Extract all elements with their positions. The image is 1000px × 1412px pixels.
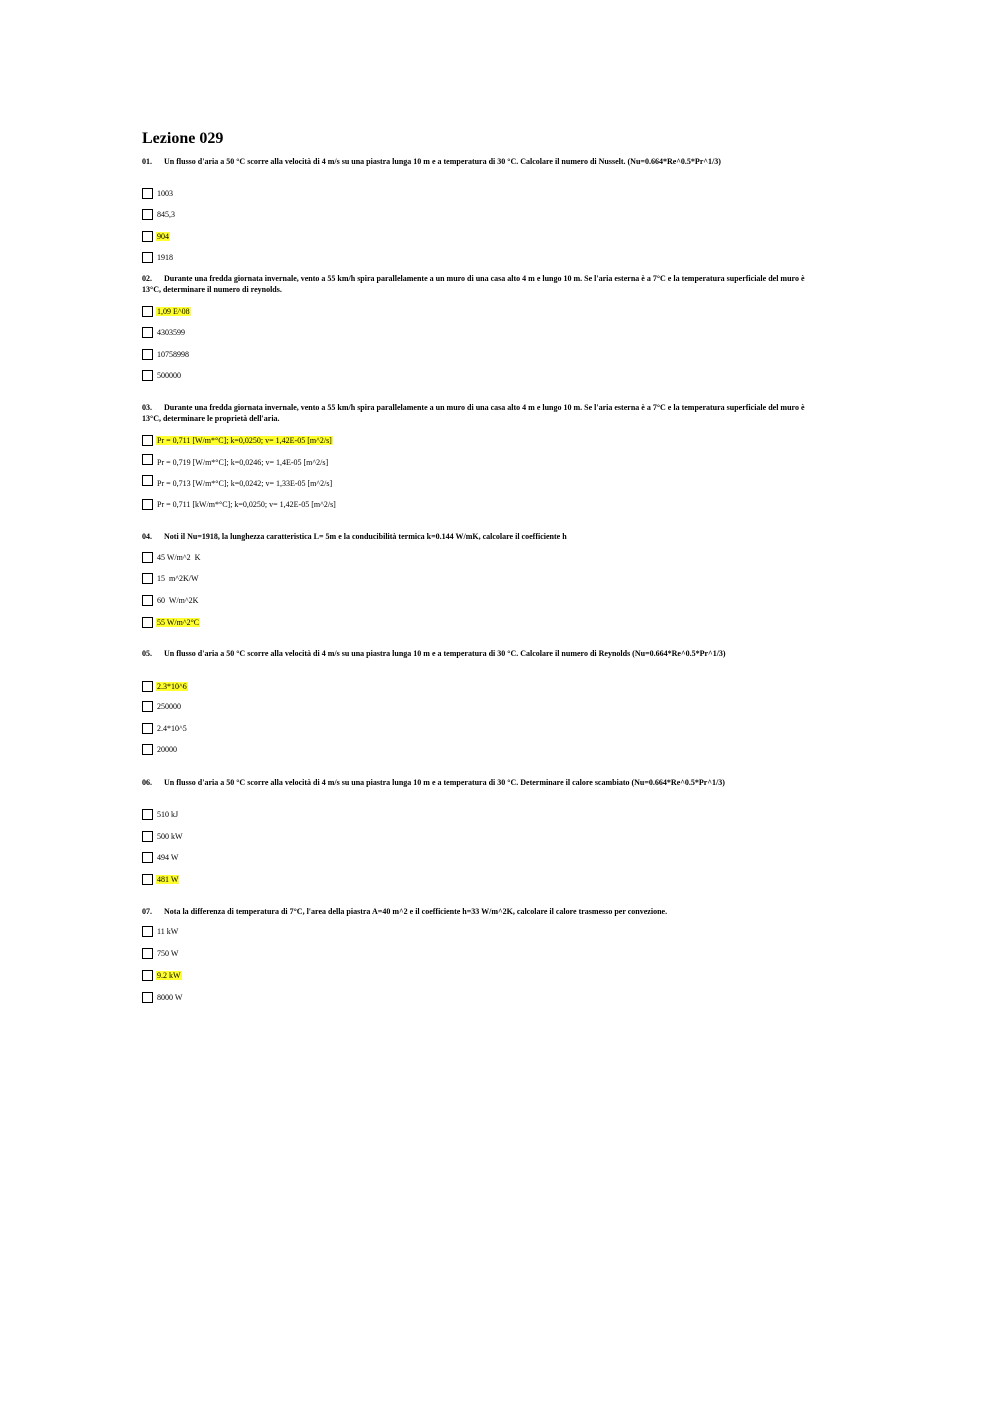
checkbox-icon[interactable] (142, 252, 153, 263)
question-number: 07. (142, 907, 152, 916)
answer-label: 15 m^2K/W (157, 573, 199, 583)
checkbox-icon[interactable] (142, 475, 153, 486)
question-text: Durante una fredda giornata invernale, vento a 55 km/h spira parallelamente a un muro di una casa alto 4 m e lungo 10 m. Se l'aria esterna è a 7°C e la temperatura superficiale del muro è 13°C, determinare le proprietà dell'aria. (142, 403, 805, 423)
answer-label: 8000 W (157, 992, 183, 1002)
checkbox-icon[interactable] (142, 723, 153, 734)
checkbox-icon[interactable] (142, 306, 153, 317)
answer-label: Pr = 0,719 [W/m*°C]; k=0,0246; v= 1,4E-05 [m^2/s] (157, 457, 329, 467)
answer-option-5-1[interactable] (142, 679, 188, 693)
question-number: 05. (142, 649, 152, 658)
answer-label: 60 W/m^2K (157, 595, 199, 605)
answer-option-4-1[interactable] (142, 550, 201, 564)
question-4 (142, 531, 807, 542)
answer-option-5-3[interactable] (142, 721, 188, 735)
answer-option-1-4[interactable] (142, 250, 174, 264)
question-5 (142, 648, 807, 659)
question-7 (142, 906, 807, 917)
answer-label: 250000 (157, 701, 181, 711)
question-text: Un flusso d'aria a 50 °C scorre alla velocità di 4 m/s su una piastra lunga 10 m e a temperatura di 30 °C. Calcolare il numero di Nusselt. (Nu=0.664*Re^0.5*Pr^1/3) (164, 157, 721, 166)
checkbox-icon[interactable] (142, 370, 153, 381)
lesson-title: Lezione 029 (142, 130, 224, 147)
question-text: Noti il Nu=1918, la lunghezza caratteristica L= 5m e la conducibilità termica k=0.144 W/mK, calcolare il coefficiente h (164, 532, 567, 541)
answer-label: 4303599 (157, 327, 185, 337)
answer-option-4-3[interactable] (142, 593, 199, 607)
answer-label: Pr = 0,713 [W/m*°C]; k=0,0242; v= 1,33E-05 [m^2/s] (157, 478, 333, 488)
answer-option-5-4[interactable] (142, 742, 178, 756)
correct-answer-label: 481 W (157, 874, 179, 884)
checkbox-icon[interactable] (142, 349, 153, 360)
answer-label: 45 W/m^2 K (157, 552, 201, 562)
correct-answer-label: 904 (157, 231, 169, 241)
checkbox-icon[interactable] (142, 454, 153, 465)
answer-option-7-4[interactable] (142, 990, 183, 1004)
checkbox-icon[interactable] (142, 499, 153, 510)
checkbox-icon[interactable] (142, 852, 153, 863)
checkbox-icon[interactable] (142, 231, 153, 242)
checkbox-icon[interactable] (142, 435, 153, 446)
checkbox-icon[interactable] (142, 809, 153, 820)
checkbox-icon[interactable] (142, 831, 153, 842)
answer-label: 1918 (157, 252, 173, 262)
checkbox-icon[interactable] (142, 948, 153, 959)
correct-answer-label: 9.2 kW (157, 970, 181, 980)
checkbox-icon[interactable] (142, 701, 153, 712)
checkbox-icon[interactable] (142, 552, 153, 563)
answer-option-6-1[interactable] (142, 807, 179, 821)
answer-label: Pr = 0,711 [kW/m*°C]; k=0,0250; v= 1,42E-05 [m^2/s] (157, 499, 336, 509)
checkbox-icon[interactable] (142, 744, 153, 755)
answer-option-1-1[interactable] (142, 186, 174, 200)
answer-option-7-3[interactable] (142, 968, 182, 982)
question-text: Durante una fredda giornata invernale, vento a 55 km/h spira parallelamente a un muro di una casa alto 4 m e lungo 10 m. Se l'aria esterna è a 7°C e la temperatura superficiale del muro è 13°C, determinare il numero di reynolds. (142, 274, 805, 294)
answer-option-3-2[interactable] (142, 455, 329, 469)
answer-option-2-1[interactable] (142, 304, 191, 318)
checkbox-icon[interactable] (142, 970, 153, 981)
checkbox-icon[interactable] (142, 209, 153, 220)
question-6 (142, 777, 807, 788)
answer-option-4-2[interactable] (142, 571, 200, 585)
answer-label: 10758998 (157, 349, 189, 359)
answer-option-6-3[interactable] (142, 850, 179, 864)
answer-label: 500000 (157, 370, 181, 380)
correct-answer-label: 55 W/m^2°C (157, 617, 200, 627)
answer-option-7-2[interactable] (142, 946, 179, 960)
answer-label: 494 W (157, 852, 179, 862)
answer-label: 2.4*10^5 (157, 723, 187, 733)
answer-option-5-2[interactable] (142, 699, 182, 713)
question-number: 04. (142, 532, 152, 541)
correct-answer-label: 2.3*10^6 (157, 681, 187, 691)
question-number: 03. (142, 403, 152, 412)
checkbox-icon[interactable] (142, 681, 153, 692)
question-text: Un flusso d'aria a 50 °C scorre alla velocità di 4 m/s su una piastra lunga 10 m e a temperatura di 30 °C. Calcolare il numero di Reynolds (Nu=0.664*Re^0.5*Pr^1/3) (164, 649, 726, 658)
question-text: Un flusso d'aria a 50 °C scorre alla velocità di 4 m/s su una piastra lunga 10 m e a temperatura di 30 °C. Determinare il calore scambiato (Nu=0.664*Re^0.5*Pr^1/3) (164, 778, 725, 787)
checkbox-icon[interactable] (142, 992, 153, 1003)
question-text: Nota la differenza di temperatura di 7°C, l'area della piastra A=40 m^2 e il coefficiente h=33 W/m^2K, calcolare il calore trasmesso per convezione. (164, 907, 668, 916)
question-number: 02. (142, 274, 152, 283)
question-number: 01. (142, 157, 152, 166)
question-number: 06. (142, 778, 152, 787)
answer-option-3-4[interactable] (142, 497, 337, 511)
question-2 (142, 273, 807, 295)
answer-label: 510 kJ (157, 809, 179, 819)
answer-option-2-4[interactable] (142, 368, 182, 382)
checkbox-icon[interactable] (142, 573, 153, 584)
answer-label: 1003 (157, 188, 173, 198)
answer-option-3-1[interactable] (142, 433, 333, 447)
checkbox-icon[interactable] (142, 327, 153, 338)
answer-option-2-3[interactable] (142, 347, 190, 361)
answer-option-1-2[interactable] (142, 207, 176, 221)
checkbox-icon[interactable] (142, 926, 153, 937)
correct-answer-label: Pr = 0,711 [W/m*°C]; k=0,0250; v= 1,42E-05 [m^2/s] (157, 435, 332, 445)
answer-label: 20000 (157, 744, 177, 754)
checkbox-icon[interactable] (142, 874, 153, 885)
correct-answer-label: 1,09 E^08 (157, 306, 190, 316)
answer-option-4-4[interactable] (142, 615, 200, 629)
answer-label: 11 kW (157, 926, 179, 936)
checkbox-icon[interactable] (142, 595, 153, 606)
answer-option-3-3[interactable] (142, 476, 333, 490)
answer-option-1-3[interactable] (142, 229, 170, 243)
answer-option-6-2[interactable] (142, 829, 184, 843)
checkbox-icon[interactable] (142, 188, 153, 199)
answer-label: 845,3 (157, 209, 175, 219)
question-3 (142, 402, 807, 424)
answer-label: 750 W (157, 948, 179, 958)
answer-option-2-2[interactable] (142, 325, 186, 339)
question-1 (142, 156, 807, 167)
checkbox-icon[interactable] (142, 617, 153, 628)
answer-label: 500 kW (157, 831, 183, 841)
answer-option-7-1[interactable] (142, 924, 179, 938)
answer-option-6-4[interactable] (142, 872, 179, 886)
